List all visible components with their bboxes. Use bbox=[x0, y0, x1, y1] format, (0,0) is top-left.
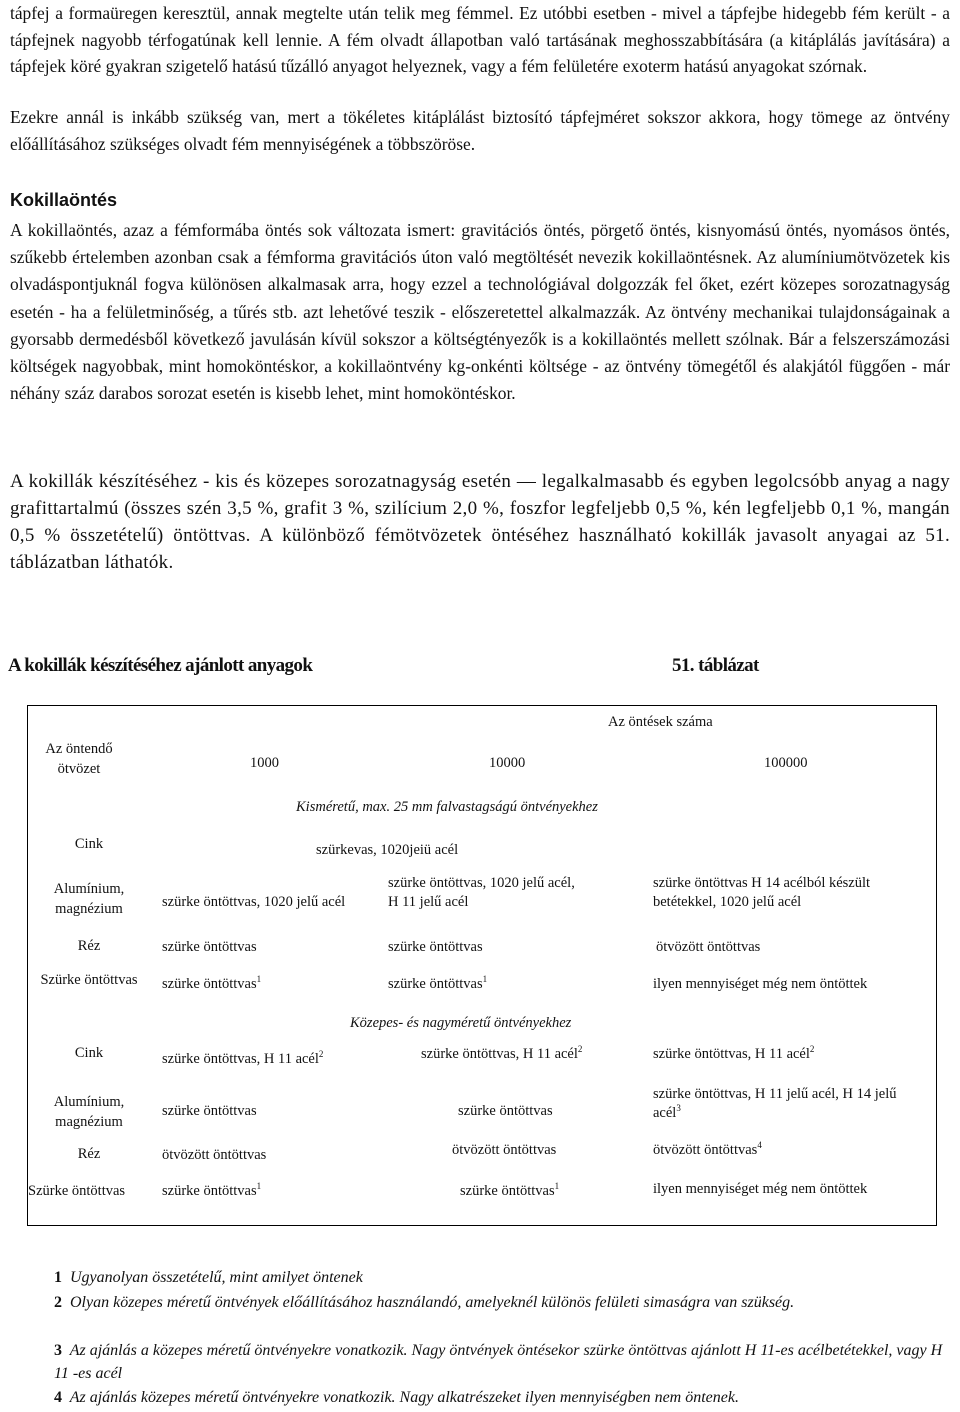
s2-rez-label: Réz bbox=[77, 1146, 101, 1162]
s1-rez-c2: szürke öntöttvas bbox=[388, 939, 483, 955]
s2-rez-c3: ötvözött öntöttvas$^4$ bbox=[653, 1140, 762, 1158]
paragraph-4: A kokillák készítéséhez - kis és közepes sorozatnagyság esetén — legalkalmasabb és egyben legolcsóbb anyag a nagy grafittartalmú (összes szén 3,5 %, grafit 3 %, szilícium 2,0 %, foszfor legfeljebb 0,5 %, kén legfeljebb 0,1 %, mangán 0,5 % összetételű) öntöttvas. A különböző fémötvözetek öntéséhez használható kokillák javasolt anyagai az 51. táblázatban láthatók. bbox=[10, 471, 950, 573]
s2-szurke-c2: szürke öntöttvas$^1$ bbox=[460, 1181, 560, 1199]
s1-rez-c1: szürke öntöttvas bbox=[162, 939, 257, 955]
footnote-4: 4 Az ajánlás közepes méretű öntvényekre vonatkozik. Nagy alkatrészeket ilyen mennyiségben nem öntenek. bbox=[54, 1389, 739, 1406]
s2-alu-c2: szürke öntöttvas bbox=[458, 1103, 553, 1119]
s1-rez-label: Réz bbox=[77, 938, 101, 954]
s2-cink-c2: szürke öntöttvas, H 11 acél$^2$ bbox=[421, 1044, 583, 1062]
footnote-2: 2 Olyan közepes méretű öntvények előállításához használandó, amelyeknél különös felületi simaságra van szükség. bbox=[54, 1294, 795, 1311]
s1-alu-label2: magnézium bbox=[55, 901, 123, 917]
s2-alu-label2: magnézium bbox=[55, 1114, 123, 1130]
s1-alu-c1: szürke öntöttvas, 1020 jelű acél bbox=[162, 894, 346, 910]
s1-alu-c3-l2: betétekkel, 1020 jelű acél bbox=[653, 894, 802, 910]
section1-title: Kisméretű, max. 25 mm falvastagságú öntvényekhez bbox=[296, 799, 598, 815]
section2-title: Közepes- és nagyméretű öntvényekhez bbox=[350, 1015, 572, 1031]
header-castings-count: Az öntések száma bbox=[608, 714, 713, 730]
s2-alu-label1: Alumínium, bbox=[53, 1094, 125, 1110]
table-title: A kokillák készítéséhez ajánlott anyagok bbox=[8, 655, 313, 676]
s1-alu-label1: Alumínium, bbox=[53, 881, 125, 897]
s1-szurke-c3: ilyen mennyiséget még nem öntöttek bbox=[653, 976, 868, 992]
s1-cink-label: Cink bbox=[74, 836, 104, 852]
s2-szurke-c3: ilyen mennyiséget még nem öntöttek bbox=[653, 1181, 868, 1197]
paragraph-2: Ezekre annál is inkább szükség van, mert a tökéletes kitáplálást biztosító tápfejméret sokszor akkora, hogy tömege az öntvény előállításához szükséges olvadt fém mennyiségének a többszöröse. bbox=[10, 107, 950, 154]
header-alloy-line2: ötvözet bbox=[57, 761, 101, 777]
paragraph-1: tápfej a formaüregen keresztül, annak megtelte után telik meg fémmel. Ez utóbbi esetben - mivel a tápfejbe hidegebb fém került - a tápfejnek nagyobb térfogatúnak kell lennie. A fém olvadt állapotban való tartásának meghosszabbítására (a kitáplálás javítására) a tápfejek köré gyakran szigetelő hatású tűzálló anyagot helyeznek, vagy a fém felületére exoterm hatású anyagokat szórnak. bbox=[10, 3, 950, 76]
s2-cink-c1: szürke öntöttvas, H 11 acél$^2$ bbox=[162, 1049, 324, 1067]
header-alloy-line1: Az öntendő bbox=[45, 741, 113, 757]
s2-rez-c1: ötvözött öntöttvas bbox=[162, 1147, 267, 1163]
s2-szurke-c1: szürke öntöttvas$^1$ bbox=[162, 1181, 262, 1199]
s1-szurke-c1: szürke öntöttvas$^1$ bbox=[162, 974, 262, 992]
s1-szurke-c2: szürke öntöttvas$^1$ bbox=[388, 974, 488, 992]
s1-cink-all: szürkevas, 1020jeiü acél bbox=[316, 842, 459, 858]
s2-cink-label: Cink bbox=[74, 1045, 104, 1061]
s2-alu-c1: szürke öntöttvas bbox=[162, 1103, 257, 1119]
paragraph-3: A kokillaöntés, azaz a fémformába öntés sok változata ismert: gravitációs öntés, pörgető öntés, kisnyomású öntés, nyomásos öntés, szűkebb értelemben azonban csak a fémforma gravitációs úton való megtöltését nevezik kokillaöntésnek. Az alumíniumötvözetek kis olvadáspontjuknál fogva különösen alkalmasak arra, hogy ezzel a technológiával dolgozzák fel őket, ezért közepes sorozatnagyság esetén - ha a felületminőség, a tűrés stb. azt lehetővé teszik - előszeretettel alkalmazzák. Az öntvény mechanikai tulajdonságainak a gyorsabb dermedésből következő javulásán kívül sokszor a költségtényezők is a kokillaöntés mellett szólnak. Bár a felszerszámozási költségek nagyobbak, mint homoköntéskor, a kokillaöntvény kg-onkénti költsége - az öntvény tömegétől és alakjától függően - már néhány száz darabos sorozat esetén is kisebb lehet, mint homoköntéskor. bbox=[10, 220, 950, 404]
s2-alu-c3-l1: szürke öntöttvas, H 11 jelű acél, H 14 jelű bbox=[653, 1086, 897, 1102]
header-col-10000: 10000 bbox=[489, 755, 526, 771]
s1-rez-c3: ötvözött öntöttvas bbox=[656, 939, 761, 955]
header-col-1000: 1000 bbox=[250, 755, 279, 771]
s2-alu-c3-l2: acél$^3$ bbox=[653, 1103, 681, 1121]
s2-cink-c3: szürke öntöttvas, H 11 acél$^2$ bbox=[653, 1044, 815, 1062]
section-title: Kokillaöntés bbox=[10, 190, 118, 210]
header-col-100000: 100000 bbox=[764, 755, 808, 771]
s1-alu-c3-l1: szürke öntöttvas H 14 acélból készült bbox=[653, 875, 871, 891]
footnote-3: 3 Az ajánlás a közepes méretű öntvényekre vonatkozik. Nagy öntvények öntésekor szürke öntöttvas ajánlott H 11-es acélbetétekkel, vagy H 11 -es acél bbox=[54, 1342, 943, 1382]
table-number: 51. táblázat bbox=[672, 655, 759, 676]
footnote-1: 1 Ugyanolyan összetételű, mint amilyet öntenek bbox=[54, 1269, 363, 1286]
s2-rez-c2: ötvözött öntöttvas bbox=[452, 1142, 557, 1158]
s2-szurke-label: Szürke öntöttvas bbox=[28, 1183, 126, 1199]
s1-alu-c2-l2: H 11 jelű acél bbox=[388, 894, 469, 910]
s1-alu-c2-l1: szürke öntöttvas, 1020 jelű acél, bbox=[388, 875, 575, 891]
s1-szurke-label: Szürke öntöttvas bbox=[40, 972, 138, 988]
